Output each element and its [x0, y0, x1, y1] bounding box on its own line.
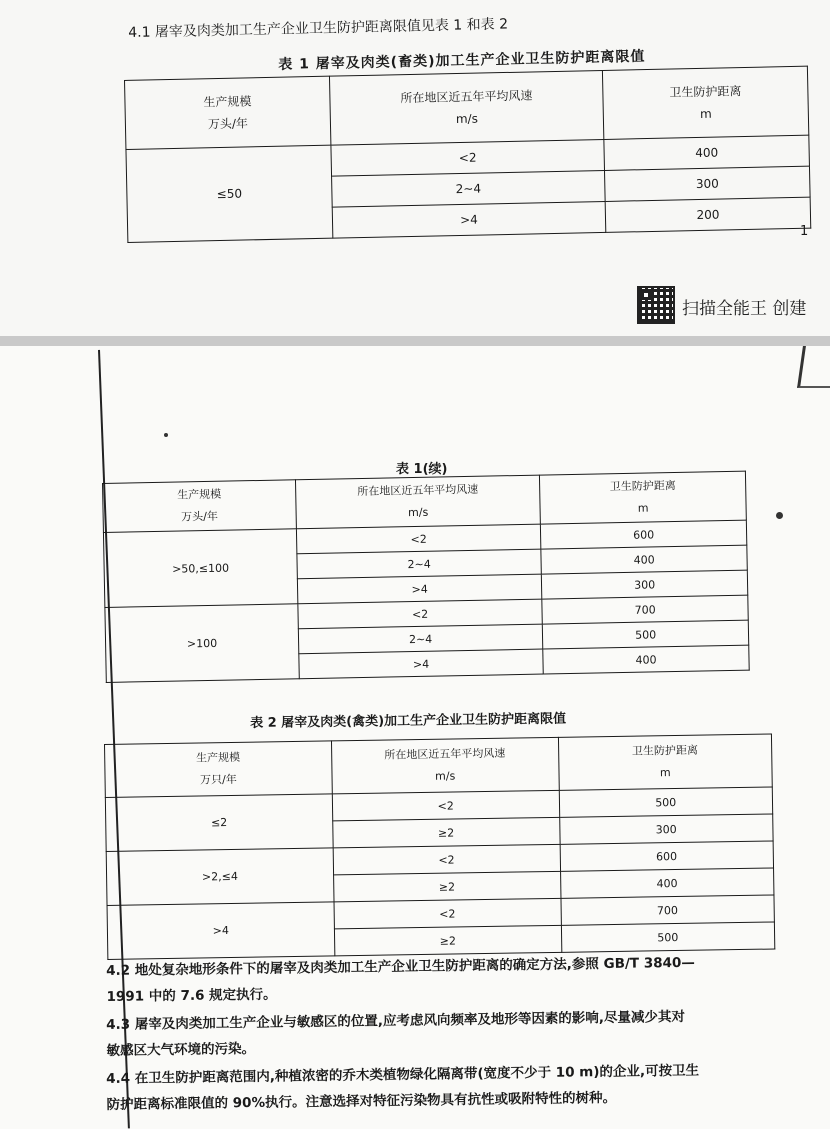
header-distance-line1: 卫生防护距离 — [631, 743, 699, 758]
speck-mark — [776, 512, 783, 519]
clause-4-2 — [106, 948, 797, 1010]
header-scale-line2: 万头/年 — [207, 116, 249, 132]
distance-cell: 200 — [605, 197, 811, 232]
distance-cell: 600 — [541, 520, 747, 549]
page-number: 1 — [800, 224, 809, 239]
header-wind-line2: m/s — [407, 505, 429, 520]
clause-4-4-line2: 防护距离标准限值的 90%执行。注意选择对特征污染物具有抗性或吸附特性的树种。 — [106, 1089, 617, 1113]
distance-cell: 500 — [543, 620, 749, 649]
scale-cell: ≤2 — [105, 794, 333, 852]
header-distance-line2: m — [637, 501, 649, 515]
header-distance — [558, 734, 772, 790]
scale-cell: >100 — [105, 604, 299, 683]
scale-cell: >2,≤4 — [106, 848, 334, 906]
header-wind — [331, 737, 559, 794]
table2-caption: 表 2 屠宰及肉类(禽类)加工生产企业卫生防护距离限值 — [250, 711, 567, 731]
page-divider — [0, 336, 830, 346]
wind-cell: 2~4 — [331, 170, 605, 207]
wind-cell: ≥2 — [334, 925, 561, 956]
wind-cell: ≥2 — [333, 871, 560, 902]
header-wind — [329, 70, 604, 145]
wind-cell: >4 — [299, 649, 544, 679]
header-scale-line1: 生产规模 — [177, 487, 222, 502]
header-wind-line1: 所在地区近五年平均风速 — [357, 482, 479, 499]
table1-continued-caption: 表 1(续) — [396, 462, 448, 477]
clause-4-2-line1: 4.2 地处复杂地形条件下的屠宰及肉类加工生产企业卫生防护距离的确定方法,参照 GB/T 3840— — [106, 954, 695, 979]
clause-4-4 — [106, 1056, 797, 1118]
distance-cell: 400 — [541, 545, 747, 574]
header-scale — [103, 480, 297, 533]
wind-cell: <2 — [333, 844, 560, 875]
scanner-watermark: 扫描全能王 创建 — [682, 299, 807, 319]
header-distance — [540, 471, 747, 524]
header-wind-line1: 所在地区近五年平均风速 — [400, 88, 533, 106]
distance-cell: 300 — [559, 814, 773, 844]
clause-4-3 — [106, 1002, 797, 1064]
distance-cell: 400 — [543, 645, 749, 674]
distance-cell: 300 — [542, 570, 748, 599]
distance-cell: 500 — [559, 787, 773, 817]
header-wind-line2: m/s — [435, 769, 456, 783]
scale-cell: >4 — [107, 902, 335, 960]
qr-code-icon — [637, 286, 675, 324]
distance-cell: 300 — [605, 166, 811, 201]
distance-cell: 500 — [561, 922, 775, 952]
clause-4-4-line1: 4.4 在卫生防护距离范围内,种植浓密的乔木类植物绿化隔离带(宽度不少于 10 m)的企业,可按卫生 — [106, 1062, 700, 1087]
header-distance-line1: 卫生防护距离 — [609, 478, 676, 494]
header-wind — [295, 475, 540, 529]
speck-mark — [164, 433, 168, 437]
wind-cell: 2~4 — [297, 549, 542, 579]
distance-cell: 400 — [604, 135, 810, 170]
header-distance-line1: 卫生防护距离 — [669, 84, 742, 100]
scale-cell: ≤50 — [126, 145, 333, 242]
wind-cell: <2 — [334, 898, 561, 929]
header-scale-line2: 万只/年 — [199, 772, 237, 787]
header-scale — [125, 76, 331, 149]
wind-cell: <2 — [296, 524, 541, 554]
wind-cell: <2 — [332, 790, 559, 821]
table-1-continued — [102, 471, 750, 683]
distance-cell: 700 — [561, 895, 775, 925]
table-2 — [104, 734, 775, 960]
scale-cell: >50,≤100 — [103, 529, 297, 608]
wind-cell: 2~4 — [298, 624, 543, 654]
wind-cell: <2 — [298, 599, 543, 629]
header-distance-line2: m — [659, 766, 671, 780]
wind-cell: >4 — [332, 201, 606, 238]
clause-4-3-line2: 敏感区大气环境的污染。 — [106, 1040, 256, 1059]
header-scale-line1: 生产规模 — [196, 750, 241, 765]
wind-cell: ≥2 — [333, 817, 560, 848]
clause-4-1: 4.1 屠宰及肉类加工生产企业卫生防护距离限值见表 1 和表 2 — [128, 16, 509, 41]
wind-cell: <2 — [331, 139, 605, 176]
clause-4-3-line1: 4.3 屠宰及肉类加工生产企业与敏感区的位置,应考虑风向频率及地形等因素的影响,尽量减少其对 — [106, 1008, 686, 1033]
distance-cell: 600 — [560, 841, 774, 871]
clause-4-2-line2: 1991 中的 7.6 规定执行。 — [106, 986, 277, 1005]
distance-cell: 400 — [560, 868, 774, 898]
table-1 — [124, 66, 811, 243]
wind-cell: >4 — [297, 574, 542, 604]
header-scale — [105, 741, 333, 798]
header-wind-line2: m/s — [455, 111, 479, 127]
table1-caption: 表 1 屠宰及肉类(畜类)加工生产企业卫生防护距离限值 — [278, 48, 646, 73]
paper-corner-mark — [797, 346, 830, 388]
header-distance-line2: m — [699, 106, 712, 121]
distance-cell: 700 — [542, 595, 748, 624]
header-wind-line1: 所在地区近五年平均风速 — [384, 746, 506, 762]
header-scale-line2: 万头/年 — [181, 509, 219, 524]
header-scale-line1: 生产规模 — [203, 94, 252, 110]
header-distance — [602, 66, 808, 139]
